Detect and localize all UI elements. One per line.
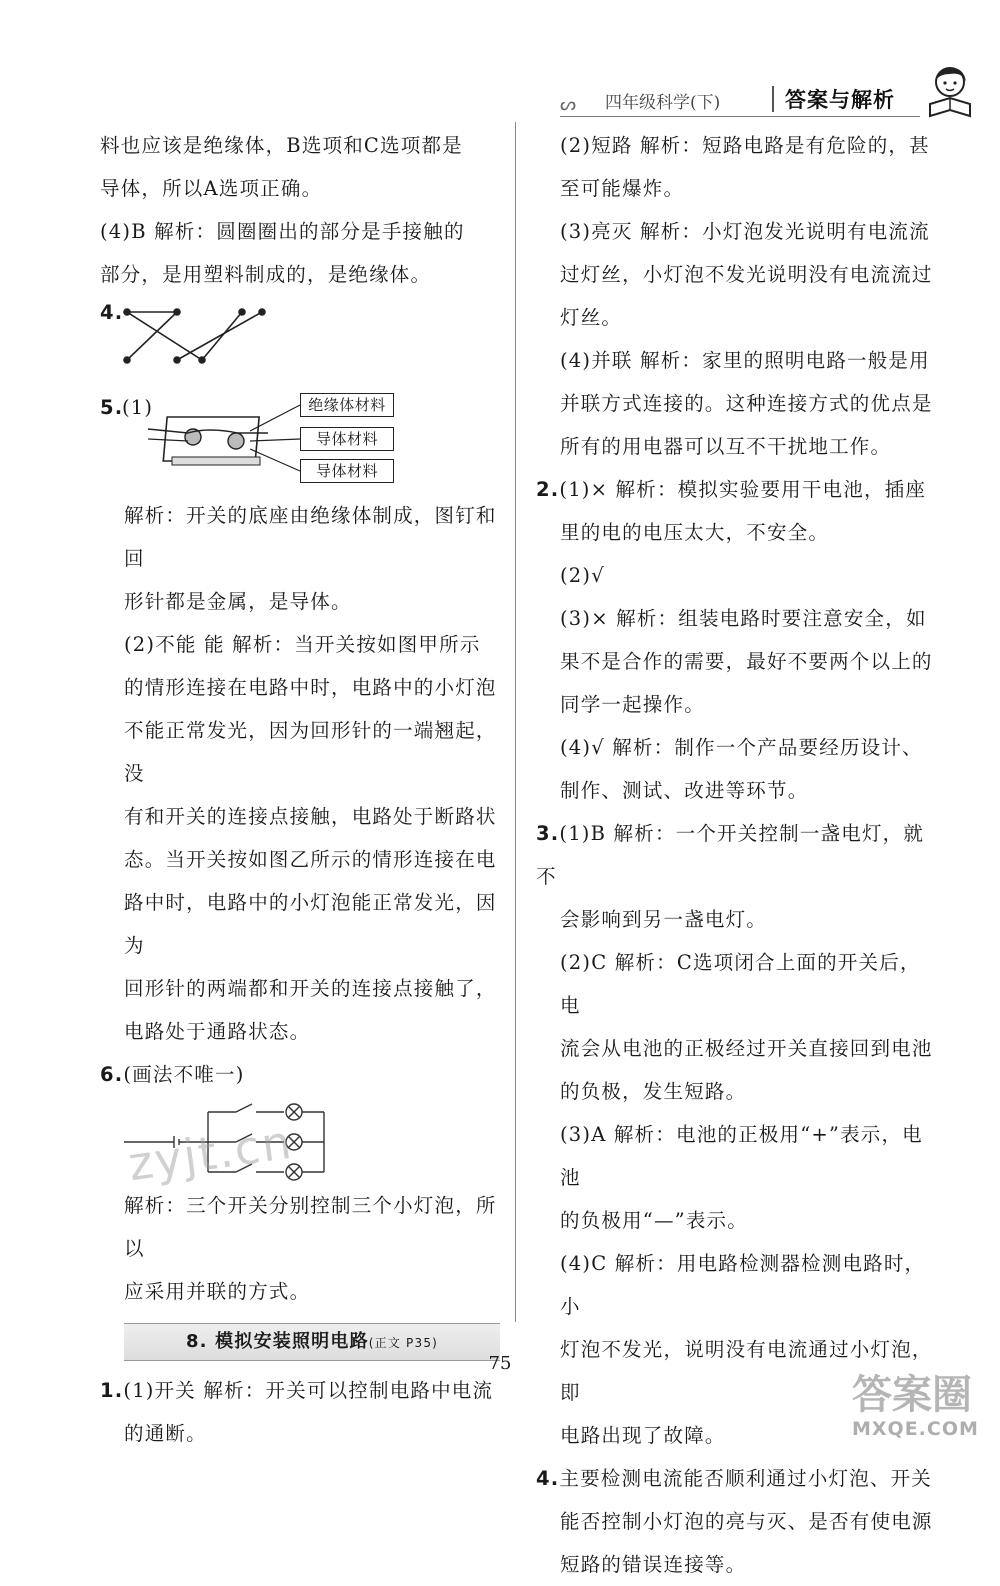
answer-text: (1)开关 解析：开关可以控制电路中电流 xyxy=(123,1379,494,1402)
answer-line: 不能正常发光，因为回形针的一端翘起，没 xyxy=(124,719,497,785)
answer-line: 果不是合作的需要，最好不要两个以上的 xyxy=(560,650,933,673)
mascot-reading-icon xyxy=(922,64,980,120)
section-title: 8. 模拟安装照明电路 xyxy=(185,1331,369,1352)
answer-line: 过灯丝，小灯泡不发光说明没有电流流过 xyxy=(560,263,933,286)
answer-line: 回形针的两端都和开关的连接点接触了， xyxy=(124,977,497,1000)
answer-line: (2)C 解析：C选项闭合上面的开关后，电 xyxy=(560,951,921,1017)
answer-line xyxy=(536,468,936,511)
answer-line: 部分，是用塑料制成的，是绝缘体。 xyxy=(100,263,432,286)
q4-block xyxy=(100,298,500,393)
answer-line: 解析：开关的底座由绝缘体制成，图钉和回 xyxy=(124,504,497,570)
question-number: 5. xyxy=(100,396,124,419)
answer-line: 的负极，发生短路。 xyxy=(560,1080,747,1103)
answer-line: 电路处于通路状态。 xyxy=(124,1020,311,1043)
question-number: 2. xyxy=(536,478,560,501)
watermark-text: MXQE.COM xyxy=(852,1418,979,1440)
q5-block xyxy=(100,393,500,488)
answer-line: 会影响到另一盏电灯。 xyxy=(560,908,768,931)
page-number: 75 xyxy=(488,1353,512,1374)
answer-line: 至可能爆炸。 xyxy=(560,177,685,200)
left-column xyxy=(100,124,500,1455)
answer-line: (2)不能 能 解析：当开关按如图甲所示 xyxy=(124,633,481,656)
watermark-glyphs: 答案圈 xyxy=(852,1372,972,1418)
watermark-zyjt: zyjt.cn xyxy=(125,1114,297,1192)
answer-line: 解析：三个开关分别控制三个小灯泡，所以 xyxy=(124,1194,497,1260)
answer-line: (4)并联 解析：家里的照明电路一般是用 xyxy=(560,349,930,372)
answer-text: 主要检测电流能否顺利通过小灯泡、开关 xyxy=(559,1467,932,1490)
answer-text: (1)× 解析：模拟实验要用干电池，插座 xyxy=(559,478,927,501)
answer-line: 形针都是金属，是导体。 xyxy=(124,590,352,613)
sub-question: (1) xyxy=(122,396,154,419)
answer-line: 能否控制小灯泡的亮与灭、是否有使电源 xyxy=(560,1510,933,1533)
header-title: 答案与解析 xyxy=(785,88,895,112)
answer-line: 制作、测试、改进等环节。 xyxy=(560,779,809,802)
answer-line: 的负极用“—”表示。 xyxy=(560,1209,748,1232)
answer-line: 导体，所以A选项正确。 xyxy=(100,177,323,200)
header-divider xyxy=(772,86,774,112)
answer-line: 灯丝。 xyxy=(560,306,623,329)
answer-line: 所有的用电器可以互不干扰地工作。 xyxy=(560,435,892,458)
answer-line xyxy=(100,1369,500,1412)
answer-line: (3)× 解析：组装电路时要注意安全，如 xyxy=(560,607,927,630)
answer-line: 有和开关的连接点接触，电路处于断路状 xyxy=(124,805,497,828)
answer-line: 态。当开关按如图乙所示的情形连接在电 xyxy=(124,848,497,871)
section-ref: (正文 P35) xyxy=(368,1336,439,1350)
answer-line: 电路出现了故障。 xyxy=(560,1424,726,1447)
q6-note: (画法不唯一) xyxy=(123,1063,245,1086)
answer-line xyxy=(536,812,936,898)
answer-line: 的通断。 xyxy=(124,1422,207,1445)
answer-line: (3)A 解析：电池的正极用“+”表示，电池 xyxy=(560,1123,923,1189)
answer-line: 料也应该是绝缘体，B选项和C选项都是 xyxy=(100,134,463,157)
question-number: 3. xyxy=(536,822,560,845)
question-number: 6. xyxy=(100,1063,124,1086)
watermark-logo xyxy=(852,1372,992,1462)
question-number: 1. xyxy=(100,1379,124,1402)
answer-line xyxy=(536,1457,936,1500)
answer-text: (1)B 解析：一个开关控制一盏电灯，就不 xyxy=(536,822,925,888)
answer-line: (2)短路 解析：短路电路是有危险的，甚 xyxy=(560,134,930,157)
answer-line: (3)亮灭 解析：小灯泡发光说明有电流流 xyxy=(560,220,930,243)
question-number: 4. xyxy=(100,301,124,324)
header-rule xyxy=(560,116,920,117)
answer-line: (4)C 解析：用电路检测器检测电路时，小 xyxy=(560,1252,926,1318)
decor-curl-icon: ᔕ xyxy=(560,94,577,115)
question-number: 4. xyxy=(536,1467,560,1490)
book-subtitle: 四年级科学(下) xyxy=(605,93,721,113)
label-insulator: 绝缘体材料 xyxy=(300,393,394,417)
answer-line: 同学一起操作。 xyxy=(560,693,705,716)
label-conductor: 导体材料 xyxy=(300,427,394,451)
answer-line: 灯泡不发光，说明没有电流通过小灯泡，即 xyxy=(560,1338,933,1404)
answer-line: 应采用并联的方式。 xyxy=(124,1280,311,1303)
column-divider xyxy=(515,122,516,1322)
answer-line: (4)√ 解析：制作一个产品要经历设计、 xyxy=(560,736,923,759)
q6-circuit-block xyxy=(100,1096,500,1192)
q6-heading xyxy=(100,1053,500,1096)
answer-line: 流会从电池的正极经过开关直接回到电池 xyxy=(560,1037,933,1060)
q4-matching-figure xyxy=(122,304,282,384)
label-conductor: 导体材料 xyxy=(300,459,394,483)
answer-line: (4)B 解析：圆圈圈出的部分是手接触的 xyxy=(100,220,465,243)
answer-line: 路中时，电路中的小灯泡能正常发光，因为 xyxy=(124,891,497,957)
answer-line: 并联方式连接的。这种连接方式的优点是 xyxy=(560,392,933,415)
answer-line: 里的电的电压太大，不安全。 xyxy=(560,521,830,544)
answer-line: (2)√ xyxy=(560,564,605,587)
answer-line: 的情形连接在电路中时，电路中的小灯泡 xyxy=(124,676,497,699)
page-header xyxy=(560,84,980,124)
answer-line: 短路的错误连接等。 xyxy=(560,1553,747,1576)
